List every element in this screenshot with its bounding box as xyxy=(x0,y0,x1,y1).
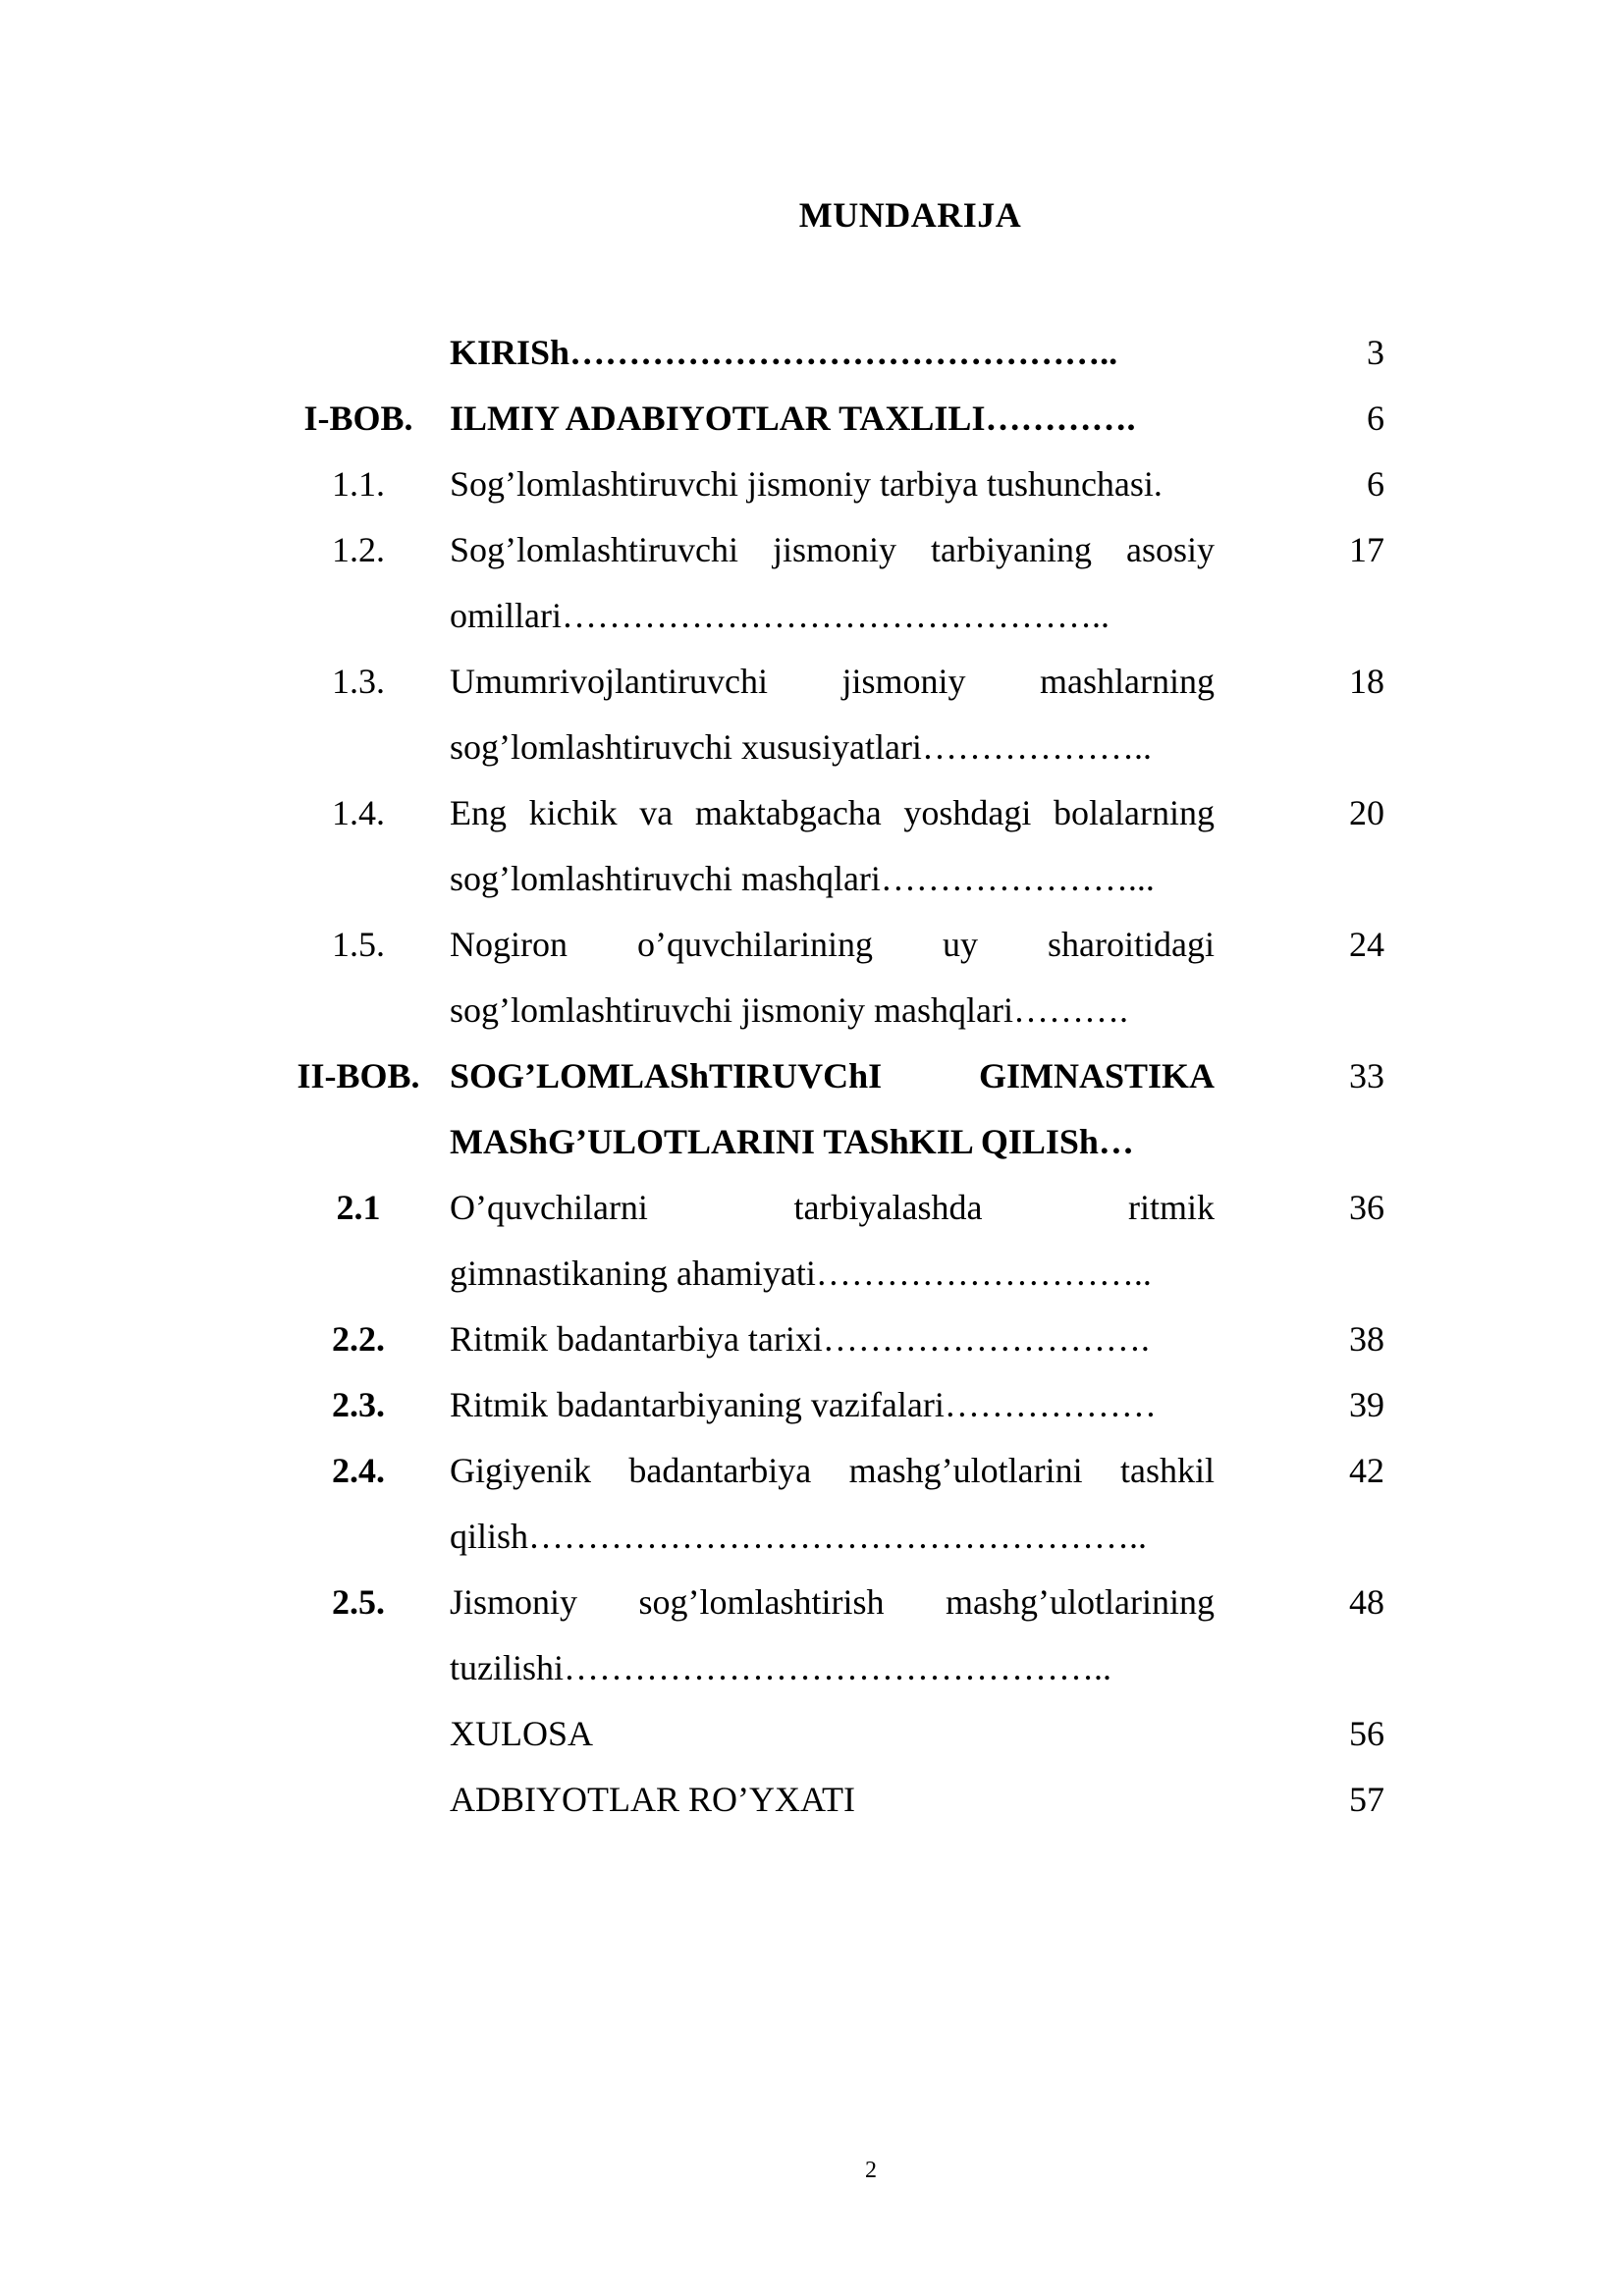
toc-entry-title-line: qilish…………………………………………….. xyxy=(450,1517,1148,1556)
toc-entry-page: 6 xyxy=(1367,464,1384,504)
toc-entry-number: I-BOB. xyxy=(303,399,413,438)
page-title: MUNDARIJA xyxy=(798,195,1022,235)
toc-entry-title xyxy=(442,1175,1215,1307)
toc-entry-title-line: MAShG’ULOTLARINI TAShKIL QILISh… xyxy=(450,1122,1134,1161)
toc-entry-number: 2.1 xyxy=(336,1188,381,1227)
toc-entry xyxy=(275,1701,1384,1767)
toc-entry-page: 20 xyxy=(1349,793,1384,832)
toc-entry xyxy=(275,1175,1384,1307)
table-of-contents xyxy=(275,320,1384,1833)
toc-entry-page: 18 xyxy=(1349,662,1384,701)
toc-entry xyxy=(275,912,1384,1043)
toc-entry-title xyxy=(442,1701,1215,1767)
toc-entry-title-line: sog’lomlashtiruvchi jismoniy mashqlari………. xyxy=(450,990,1128,1030)
toc-entry-number: 2.3. xyxy=(332,1385,385,1424)
toc-entry-page: 38 xyxy=(1349,1319,1384,1359)
toc-entry-title xyxy=(442,1043,1215,1175)
toc-entry-title-line: Eng kichik va maktabgacha yoshdagi bolalarning xyxy=(450,793,1215,832)
toc-entry xyxy=(275,1438,1384,1570)
toc-entry-title-line: tuzilishi……………………………………….. xyxy=(450,1648,1111,1687)
toc-entry-page: 24 xyxy=(1349,925,1384,964)
toc-entry-page: 57 xyxy=(1349,1780,1384,1819)
toc-entry-title xyxy=(442,1372,1215,1438)
toc-entry xyxy=(275,386,1384,452)
toc-entry-number: 1.5. xyxy=(332,925,385,964)
toc-entry-title-line: Nogiron o’quvchilarining uy sharoitidagi xyxy=(450,925,1215,964)
toc-entry-number: 1.2. xyxy=(332,530,385,569)
toc-entry-title-line: ADBIYOTLAR RO’YXATI xyxy=(450,1780,855,1819)
toc-entry-title-line: Umumrivojlantiruvchi jismoniy mashlarning xyxy=(450,662,1215,701)
toc-entry-title xyxy=(442,912,1215,1043)
toc-entry-title-line: omillari……………………………………….. xyxy=(450,596,1110,635)
toc-entry-page: 36 xyxy=(1349,1188,1384,1227)
toc-entry xyxy=(275,517,1384,649)
toc-entry-title xyxy=(442,649,1215,780)
toc-entry-page: 33 xyxy=(1349,1056,1384,1095)
toc-entry-page: 48 xyxy=(1349,1582,1384,1622)
toc-entry xyxy=(275,320,1384,386)
toc-entry-page: 56 xyxy=(1349,1714,1384,1753)
toc-entry-page: 17 xyxy=(1349,530,1384,569)
toc-entry-title xyxy=(442,452,1215,517)
toc-entry-title-line: KIRISh……………………………………….. xyxy=(450,333,1118,372)
toc-entry-title-line: SOG’LOMLAShTIRUVChI GIMNASTIKA xyxy=(450,1056,1215,1095)
page-number: 2 xyxy=(865,2158,877,2183)
toc-entry xyxy=(275,452,1384,517)
toc-entry-number: 1.3. xyxy=(332,662,385,701)
toc-entry xyxy=(275,1372,1384,1438)
toc-entry xyxy=(275,1767,1384,1833)
toc-entry-title xyxy=(442,320,1215,386)
toc-entry-number: 1.4. xyxy=(332,793,385,832)
toc-entry-title-line: Jismoniy sog’lomlashtirish mashg’ulotlarining xyxy=(450,1582,1215,1622)
toc-entry xyxy=(275,780,1384,912)
toc-entry-title-line: Sog’lomlashtiruvchi jismoniy tarbiya tushunchasi. xyxy=(450,464,1163,504)
toc-entry-number: 2.4. xyxy=(332,1451,385,1490)
toc-entry-page: 42 xyxy=(1349,1451,1384,1490)
toc-entry-title xyxy=(442,780,1215,912)
toc-entry-number: 2.5. xyxy=(332,1582,385,1622)
toc-entry-title-line: sog’lomlashtiruvchi xususiyatlari……………….. xyxy=(450,727,1152,767)
toc-entry-title-line: Gigiyenik badantarbiya mashg’ulotlarini tashkil xyxy=(450,1451,1215,1490)
toc-entry-title xyxy=(442,1570,1215,1701)
toc-entry-title xyxy=(442,1438,1215,1570)
toc-entry-title xyxy=(442,1307,1215,1372)
toc-entry xyxy=(275,1043,1384,1175)
toc-entry xyxy=(275,649,1384,780)
toc-entry-title xyxy=(442,1767,1215,1833)
toc-entry-title-line: ILMIY ADABIYOTLAR TAXLILI…………. xyxy=(450,399,1136,438)
toc-entry-title xyxy=(442,517,1215,649)
toc-entry-number: 2.2. xyxy=(332,1319,385,1359)
toc-entry-title-line: Ritmik badantarbiya tarixi………………………. xyxy=(450,1319,1150,1359)
toc-entry-title-line: gimnastikaning ahamiyati……………………….. xyxy=(450,1254,1152,1293)
toc-entry-page: 6 xyxy=(1367,399,1384,438)
toc-entry-page: 39 xyxy=(1349,1385,1384,1424)
toc-entry xyxy=(275,1570,1384,1701)
toc-entry-number: II-BOB. xyxy=(297,1056,420,1095)
toc-entry-title-line: O’quvchilarni tarbiyalashda ritmik xyxy=(450,1188,1215,1227)
toc-entry-title-line: Sog’lomlashtiruvchi jismoniy tarbiyaning asosiy xyxy=(450,530,1215,569)
toc-entry-title xyxy=(442,386,1215,452)
toc-entry-page: 3 xyxy=(1367,333,1384,372)
toc-entry-title-line: sog’lomlashtiruvchi mashqlari…………………... xyxy=(450,859,1155,898)
toc-entry-title-line: XULOSA xyxy=(450,1714,594,1753)
toc-entry-title-line: Ritmik badantarbiyaning vazifalari……………… xyxy=(450,1385,1157,1424)
toc-entry xyxy=(275,1307,1384,1372)
toc-entry-number: 1.1. xyxy=(332,464,385,504)
